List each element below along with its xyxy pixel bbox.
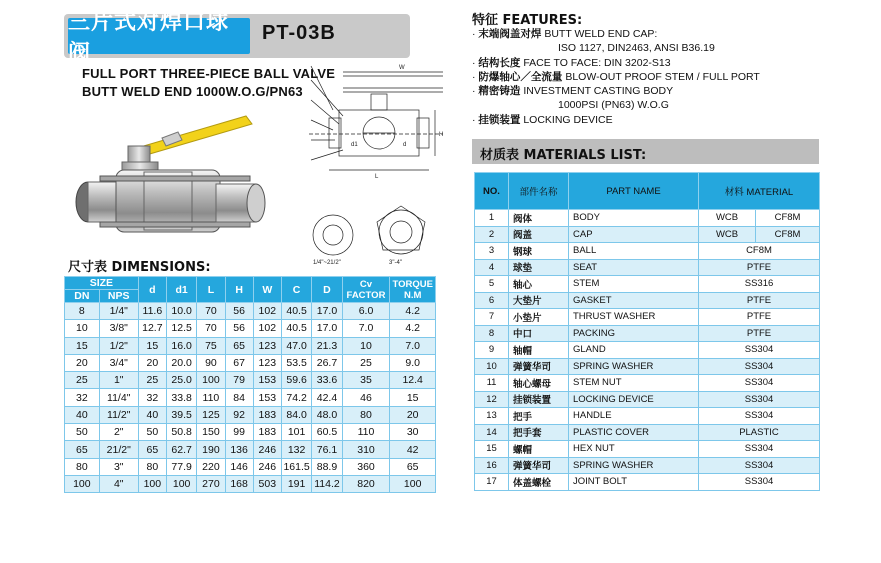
material-value: SS304 (699, 375, 820, 392)
material-no: 7 (475, 309, 509, 326)
table-cell: 80 (342, 406, 390, 423)
feature-item (472, 70, 872, 84)
drawing-label-d: d (403, 142, 407, 148)
table-cell: 503 (253, 475, 281, 492)
table-cell: 3/4" (99, 354, 138, 371)
table-cell: 220 (197, 458, 225, 475)
table-cell: 7.0 (342, 320, 390, 337)
table-cell: 110 (197, 389, 225, 406)
table-cell: 125 (197, 406, 225, 423)
material-no: 8 (475, 325, 509, 342)
material-part-en: LOCKING DEVICE (569, 391, 699, 408)
table-cell: 77.9 (166, 458, 196, 475)
table-cell: 1/2" (99, 337, 138, 354)
feature-cn: 挂锁装置 (478, 113, 521, 126)
material-value: SS304 (699, 391, 820, 408)
table-cell: 42.4 (312, 389, 342, 406)
material-part-cn: 阀盖 (509, 226, 569, 243)
table-row (475, 226, 820, 243)
table-cell: 11.6 (138, 303, 166, 320)
table-cell: 15 (65, 337, 100, 354)
table-cell: 123 (253, 337, 281, 354)
table-cell: 161.5 (281, 458, 311, 475)
col-torque: TORQUE N.M (390, 277, 436, 303)
table-row (475, 375, 820, 392)
table-cell: 183 (253, 424, 281, 441)
table-cell: 17.0 (312, 320, 342, 337)
table-cell: 79 (225, 372, 253, 389)
table-cell: 1/4" (99, 303, 138, 320)
table-cell: 3/8" (99, 320, 138, 337)
table-cell: 33.6 (312, 372, 342, 389)
table-cell: 4.2 (390, 320, 436, 337)
material-part-cn: 弹簧华司 (509, 457, 569, 474)
table-cell: 360 (342, 458, 390, 475)
material-value: SS304 (699, 457, 820, 474)
table-row (475, 259, 820, 276)
material-part-en: PACKING (569, 325, 699, 342)
table-row (475, 408, 820, 425)
table-row (475, 325, 820, 342)
material-part-cn: 挂锁装置 (509, 391, 569, 408)
table-cell: 21.3 (312, 337, 342, 354)
table-cell: 20 (390, 406, 436, 423)
table-cell: 136 (225, 441, 253, 458)
col-d: d (138, 277, 166, 303)
table-cell: 100 (138, 475, 166, 492)
table-cell: 90 (197, 354, 225, 371)
feature-en: BLOW-OUT PROOF STEM / FULL PORT (562, 70, 760, 83)
table-cell: 100 (197, 372, 225, 389)
dimensions-table (64, 276, 436, 493)
table-row (475, 441, 820, 458)
table-cell: 123 (253, 354, 281, 371)
feature-item (472, 56, 872, 70)
table-cell: 65 (225, 337, 253, 354)
table-cell: 50.8 (166, 424, 196, 441)
material-value: CF8M (699, 243, 820, 260)
material-value: SS316 (699, 276, 820, 293)
table-cell: 65 (138, 441, 166, 458)
table-row (65, 389, 436, 406)
material-part-en: SPRING WASHER (569, 457, 699, 474)
material-no: 4 (475, 259, 509, 276)
drawing-caption-large: 3"-4" (389, 260, 402, 265)
col-l: L (197, 277, 225, 303)
table-cell: 11/4" (99, 389, 138, 406)
table-cell: 75 (197, 337, 225, 354)
feature-item (472, 98, 872, 112)
material-value: PLASTIC (699, 424, 820, 441)
table-cell: 1" (99, 372, 138, 389)
table-cell: 65 (390, 458, 436, 475)
material-part-cn: 把手套 (509, 424, 569, 441)
col-big-d: D (312, 277, 342, 303)
table-cell: 146 (225, 458, 253, 475)
table-cell: 65 (65, 441, 100, 458)
table-cell: 101 (281, 424, 311, 441)
col-material: 材料 MATERIAL (699, 173, 820, 210)
table-cell: 270 (197, 475, 225, 492)
table-cell: 10 (342, 337, 390, 354)
table-row (475, 424, 820, 441)
table-cell: 246 (253, 441, 281, 458)
table-cell: 25.0 (166, 372, 196, 389)
table-cell: 183 (253, 406, 281, 423)
material-value: PTFE (699, 325, 820, 342)
dimensions-heading: 尺寸表 DIMENSIONS: (68, 260, 211, 275)
table-row (65, 354, 436, 371)
table-row (475, 292, 820, 309)
table-cell: 4" (99, 475, 138, 492)
material-part-en: CAP (569, 226, 699, 243)
table-cell: 10.0 (166, 303, 196, 320)
table-cell: 35 (342, 372, 390, 389)
table-row (65, 320, 436, 337)
feature-en: BUTT WELD END CAP: (541, 28, 658, 40)
feature-item (472, 113, 872, 127)
material-part-en: GASKET (569, 292, 699, 309)
table-cell: 60.5 (312, 424, 342, 441)
table-row (65, 303, 436, 320)
table-row (65, 475, 436, 492)
material-no: 6 (475, 292, 509, 309)
table-cell: 47.0 (281, 337, 311, 354)
drawing-label-l: L (375, 174, 379, 180)
feature-item (472, 84, 872, 98)
table-cell: 40 (138, 406, 166, 423)
material-part-cn: 球垫 (509, 259, 569, 276)
table-cell: 100 (390, 475, 436, 492)
table-cell: 12.4 (390, 372, 436, 389)
table-row (475, 358, 820, 375)
material-no: 5 (475, 276, 509, 293)
material-part-en: SEAT (569, 259, 699, 276)
table-cell: 33.8 (166, 389, 196, 406)
feature-en: FACE TO FACE: DIN 3202-S13 (520, 56, 671, 69)
table-cell: 59.6 (281, 372, 311, 389)
drawing-label-h: H (439, 132, 444, 138)
material-part-cn: 轴心螺母 (509, 375, 569, 392)
table-cell: 62.7 (166, 441, 196, 458)
table-cell: 50 (138, 424, 166, 441)
table-row (65, 424, 436, 441)
valve-photo (70, 110, 285, 255)
model-number: PT-03B (262, 22, 336, 44)
features-list (472, 27, 872, 127)
material-part-en: JOINT BOLT (569, 474, 699, 491)
col-no: NO. (475, 173, 509, 210)
table-cell: 12.7 (138, 320, 166, 337)
table-cell: 102 (253, 303, 281, 320)
table-cell: 20 (65, 354, 100, 371)
table-row (475, 276, 820, 293)
drawing-label-d1: d1 (351, 142, 358, 148)
table-cell: 25 (138, 372, 166, 389)
table-cell: 76.1 (312, 441, 342, 458)
table-cell: 310 (342, 441, 390, 458)
table-cell: 190 (197, 441, 225, 458)
table-cell: 32 (65, 389, 100, 406)
material-value: PTFE (699, 292, 820, 309)
table-row (65, 441, 436, 458)
col-cv: Cv FACTOR (342, 277, 390, 303)
bullet-icon: · (472, 56, 479, 69)
col-c: C (281, 277, 311, 303)
table-cell: 20.0 (166, 354, 196, 371)
material-value: PTFE (699, 259, 820, 276)
table-cell: 110 (342, 424, 390, 441)
col-h: H (225, 277, 253, 303)
col-part-cn: 部件名称 (509, 173, 569, 210)
material-part-en: HEX NUT (569, 441, 699, 458)
bullet-icon: · (472, 113, 479, 126)
table-cell: 50 (65, 424, 100, 441)
material-no: 17 (475, 474, 509, 491)
drawing-label-w: W (399, 65, 405, 71)
table-cell: 15 (390, 389, 436, 406)
material-value: CF8M (756, 210, 820, 227)
material-no: 9 (475, 342, 509, 359)
bullet-icon: · (472, 28, 479, 40)
material-part-cn: 钢球 (509, 243, 569, 260)
feature-cn: 防爆轴心／全流量 (478, 70, 563, 83)
material-part-en: BALL (569, 243, 699, 260)
table-cell: 25 (342, 354, 390, 371)
table-cell: 40.5 (281, 320, 311, 337)
table-cell: 4.2 (390, 303, 436, 320)
table-cell: 16.0 (166, 337, 196, 354)
table-cell: 92 (225, 406, 253, 423)
material-part-en: STEM NUT (569, 375, 699, 392)
material-part-en: BODY (569, 210, 699, 227)
material-no: 13 (475, 408, 509, 425)
table-row (475, 210, 820, 227)
table-cell: 17.0 (312, 303, 342, 320)
table-cell: 80 (138, 458, 166, 475)
material-part-en: SPRING WASHER (569, 358, 699, 375)
table-cell: 40.5 (281, 303, 311, 320)
material-value: SS304 (699, 342, 820, 359)
table-cell: 21/2" (99, 441, 138, 458)
material-no: 1 (475, 210, 509, 227)
table-cell: 6.0 (342, 303, 390, 320)
materials-table (474, 172, 820, 491)
material-part-cn: 中口 (509, 325, 569, 342)
table-cell: 40 (65, 406, 100, 423)
table-row (475, 474, 820, 491)
material-part-en: PLASTIC COVER (569, 424, 699, 441)
col-size: SIZE (65, 277, 139, 290)
table-cell: 39.5 (166, 406, 196, 423)
material-part-en: GLAND (569, 342, 699, 359)
feature-en: ISO 1127, DIN2463, ANSI B36.19 (558, 42, 715, 55)
table-cell: 20 (138, 354, 166, 371)
material-part-cn: 小垫片 (509, 309, 569, 326)
material-part-cn: 螺帽 (509, 441, 569, 458)
material-no: 11 (475, 375, 509, 392)
material-part-cn: 体盖螺栓 (509, 474, 569, 491)
table-row (475, 309, 820, 326)
col-nps: NPS (99, 290, 138, 303)
table-cell: 84 (225, 389, 253, 406)
subtitle-rating: BUTT WELD END 1000W.O.G/PN63 (82, 84, 303, 99)
feature-cn: 结构长度 (478, 56, 521, 69)
features-heading: 特征 FEATURES: (472, 13, 583, 28)
material-value: SS304 (699, 441, 820, 458)
bullet-icon: · (472, 70, 479, 83)
subtitle-product: FULL PORT THREE-PIECE BALL VALVE (82, 66, 336, 81)
material-value: SS304 (699, 408, 820, 425)
material-part-cn: 轴帽 (509, 342, 569, 359)
material-value: WCB (699, 210, 756, 227)
material-part-cn: 把手 (509, 408, 569, 425)
table-cell: 102 (253, 320, 281, 337)
material-part-cn: 轴心 (509, 276, 569, 293)
table-row (65, 337, 436, 354)
table-cell: 74.2 (281, 389, 311, 406)
feature-item (472, 27, 872, 41)
material-part-cn: 弹簧华司 (509, 358, 569, 375)
material-value: CF8M (756, 226, 820, 243)
table-cell: 32 (138, 389, 166, 406)
col-part-en: PART NAME (569, 173, 699, 210)
material-part-cn: 阀体 (509, 210, 569, 227)
table-cell: 46 (342, 389, 390, 406)
table-cell: 11/2" (99, 406, 138, 423)
table-cell: 88.9 (312, 458, 342, 475)
table-cell: 8 (65, 303, 100, 320)
material-no: 12 (475, 391, 509, 408)
page-title: 三片式对焊口球阀 (68, 18, 250, 54)
feature-item (472, 41, 872, 55)
table-row (65, 372, 436, 389)
table-row (475, 243, 820, 260)
material-part-en: THRUST WASHER (569, 309, 699, 326)
table-cell: 168 (225, 475, 253, 492)
table-cell: 3" (99, 458, 138, 475)
feature-en: INVESTMENT CASTING BODY (520, 85, 674, 98)
table-cell: 56 (225, 320, 253, 337)
table-cell: 12.5 (166, 320, 196, 337)
feature-cn: 精密铸造 (478, 85, 521, 98)
material-no: 16 (475, 457, 509, 474)
table-cell: 84.0 (281, 406, 311, 423)
table-cell: 153 (253, 389, 281, 406)
material-value: WCB (699, 226, 756, 243)
table-row (65, 406, 436, 423)
table-row (475, 391, 820, 408)
material-value: PTFE (699, 309, 820, 326)
material-no: 3 (475, 243, 509, 260)
col-w: W (253, 277, 281, 303)
material-value: SS304 (699, 358, 820, 375)
table-cell: 56 (225, 303, 253, 320)
table-cell: 26.7 (312, 354, 342, 371)
material-no: 14 (475, 424, 509, 441)
table-cell: 820 (342, 475, 390, 492)
table-cell: 99 (225, 424, 253, 441)
feature-cn: 末端阀盖对焊 (478, 28, 542, 40)
material-no: 2 (475, 226, 509, 243)
table-cell: 150 (197, 424, 225, 441)
col-dn: DN (65, 290, 100, 303)
technical-drawing (303, 60, 453, 265)
drawing-caption-small: 1/4"~21/2" (313, 260, 341, 265)
table-cell: 9.0 (390, 354, 436, 371)
table-cell: 48.0 (312, 406, 342, 423)
table-cell: 2" (99, 424, 138, 441)
materials-heading: 材质表 MATERIALS LIST: (480, 148, 647, 163)
table-cell: 191 (281, 475, 311, 492)
material-part-en: STEM (569, 276, 699, 293)
table-row (475, 457, 820, 474)
table-cell: 100 (65, 475, 100, 492)
table-cell: 246 (253, 458, 281, 475)
feature-en: 1000PSI (PN63) W.O.G (558, 99, 669, 112)
table-cell: 100 (166, 475, 196, 492)
table-cell: 70 (197, 303, 225, 320)
table-cell: 30 (390, 424, 436, 441)
table-cell: 25 (65, 372, 100, 389)
table-cell: 153 (253, 372, 281, 389)
feature-en: LOCKING DEVICE (520, 113, 613, 126)
table-cell: 132 (281, 441, 311, 458)
col-d1: d1 (166, 277, 196, 303)
material-no: 15 (475, 441, 509, 458)
bullet-icon: · (472, 85, 479, 98)
material-part-cn: 大垫片 (509, 292, 569, 309)
material-value: SS304 (699, 474, 820, 491)
table-cell: 53.5 (281, 354, 311, 371)
table-cell: 67 (225, 354, 253, 371)
material-part-en: HANDLE (569, 408, 699, 425)
material-no: 10 (475, 358, 509, 375)
table-cell: 114.2 (312, 475, 342, 492)
table-cell: 80 (65, 458, 100, 475)
table-cell: 15 (138, 337, 166, 354)
table-row (475, 342, 820, 359)
table-row (65, 458, 436, 475)
table-cell: 42 (390, 441, 436, 458)
table-cell: 7.0 (390, 337, 436, 354)
table-cell: 10 (65, 320, 100, 337)
table-cell: 70 (197, 320, 225, 337)
